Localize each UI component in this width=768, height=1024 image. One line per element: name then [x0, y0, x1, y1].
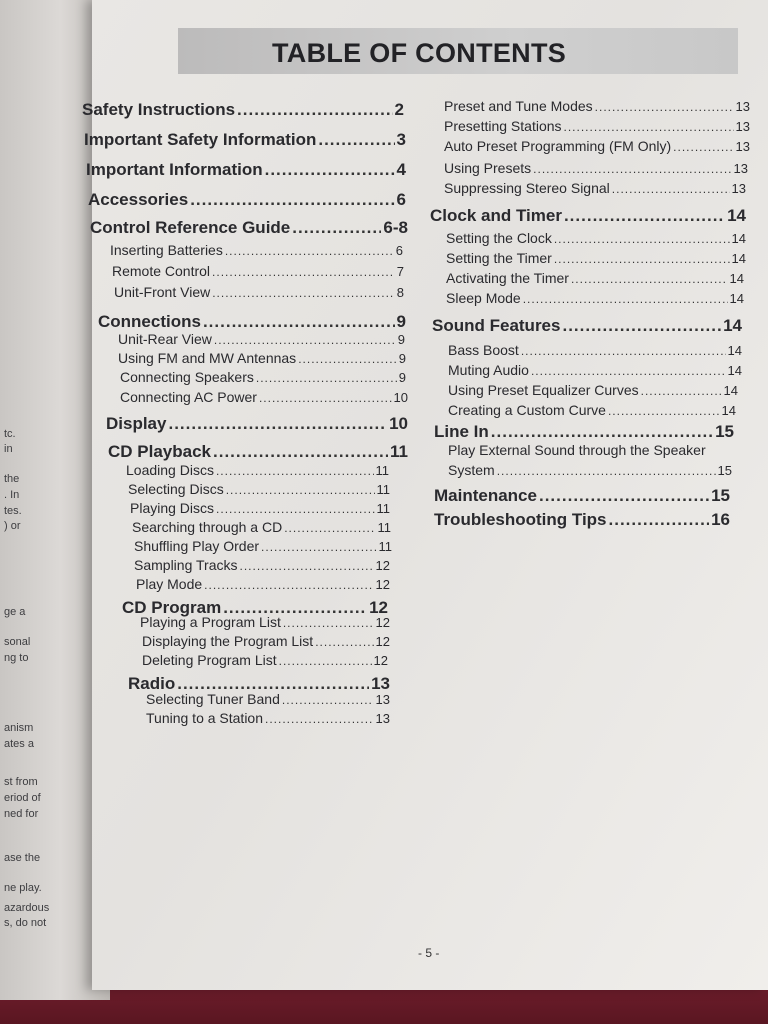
toc-entry-page: 14	[723, 316, 742, 335]
dot-leader	[256, 371, 397, 385]
toc-entry-label: Unit-Rear View	[118, 331, 212, 347]
toc-entry-page: 13	[375, 692, 390, 707]
toc-entry-page: 14	[727, 363, 742, 378]
dot-leader	[212, 265, 395, 279]
toc-subsection-entry	[110, 242, 403, 258]
toc-subsection-entry	[444, 160, 748, 176]
toc-entry-page: 11	[378, 539, 392, 554]
toc-entry-page: 15	[717, 463, 732, 478]
toc-entry-label: Muting Audio	[448, 362, 529, 378]
toc-entry-page: 11	[375, 463, 389, 478]
toc-subsection-entry	[444, 98, 750, 114]
toc-entry-page: 14	[721, 403, 736, 418]
toc-subsection-entry	[146, 691, 390, 707]
toc-entry-label: Playing a Program List	[140, 614, 281, 630]
toc-entry-page: 11	[376, 482, 390, 497]
toc-entry-label: Maintenance	[434, 486, 537, 505]
toc-entry-label: Radio	[128, 674, 176, 693]
toc-subsection-entry	[120, 369, 406, 385]
toc-entry-label: Sound Features	[432, 316, 561, 335]
toc-entry-label: Connecting Speakers	[120, 369, 254, 385]
toc-entry-line: Play External Sound through the Speaker	[448, 442, 706, 458]
toc-entry-label: Activating the Timer	[446, 270, 569, 286]
toc-section-entry	[90, 218, 408, 238]
dot-leader	[212, 286, 395, 300]
previous-page-text-fragment: sonal	[4, 636, 31, 648]
toc-entry-page: 14	[723, 383, 738, 398]
dot-leader	[261, 540, 376, 554]
toc-subsection-entry	[130, 500, 390, 516]
toc-subsection-entry	[448, 342, 742, 358]
dot-leader	[595, 100, 734, 114]
dot-leader	[216, 502, 374, 516]
dot-leader	[283, 616, 374, 630]
toc-entry-label: Safety Instructions	[82, 100, 236, 119]
previous-page-text-fragment: anism	[4, 722, 34, 734]
toc-entry-page: 12	[375, 615, 390, 630]
toc-entry-page: 12	[375, 577, 390, 592]
dot-leader	[237, 100, 392, 120]
toc-entry-page: 8	[396, 285, 404, 300]
dot-leader	[225, 244, 394, 258]
dot-leader	[497, 464, 716, 478]
toc-entry-page: 15	[715, 422, 734, 441]
toc-section-entry	[430, 206, 746, 226]
dot-leader	[265, 712, 374, 726]
toc-entry-page: 13	[735, 139, 750, 154]
toc-subsection-entry	[120, 389, 408, 405]
toc-entry-label: Inserting Batteries	[110, 242, 223, 258]
toc-entry-page: 13	[731, 181, 746, 196]
previous-page-text-fragment: s, do not	[4, 917, 47, 929]
dot-leader	[279, 654, 372, 668]
toc-subsection-entry	[444, 118, 750, 134]
toc-entry-page: 13	[371, 674, 390, 693]
dot-leader	[318, 130, 394, 150]
dot-leader	[216, 464, 374, 478]
toc-subsection-entry	[444, 180, 746, 196]
toc-entry-page: 2	[394, 100, 404, 119]
toc-entry-label: Selecting Tuner Band	[146, 691, 280, 707]
dot-leader	[539, 486, 709, 506]
toc-entry-page: 10	[389, 414, 408, 433]
dot-leader	[564, 120, 734, 134]
previous-page-text-fragment: tes.	[4, 505, 22, 517]
toc-section-entry	[98, 312, 406, 332]
toc-entry-page: 9	[398, 351, 406, 366]
toc-entry-label: Using Presets	[444, 160, 532, 176]
dot-leader	[239, 559, 373, 573]
toc-subsection-entry	[126, 462, 389, 478]
toc-section-entry	[434, 510, 730, 530]
dot-leader	[523, 292, 728, 306]
toc-entry-label: Unit-Front View	[114, 284, 211, 300]
previous-page-text-fragment: ne play.	[4, 882, 42, 894]
toc-entry-label: Presetting Stations	[444, 118, 562, 134]
previous-page-text-fragment: . In	[4, 489, 20, 501]
toc-entry-page: 13	[375, 711, 390, 726]
toc-subsection-entry	[448, 382, 738, 398]
toc-entry-page: 12	[369, 598, 388, 617]
toc-entry-page: 14	[731, 251, 746, 266]
toc-entry-label: Suppressing Stereo Signal	[444, 180, 610, 196]
page-number: - 5 -	[418, 946, 440, 960]
toc-entry-page: 10	[393, 390, 408, 405]
toc-subsection-entry	[112, 263, 404, 279]
toc-entry-label: Selecting Discs	[128, 481, 224, 497]
toc-subsection-entry	[114, 284, 404, 300]
toc-entry-label: Connections	[98, 312, 201, 331]
toc-subsection-entry	[448, 362, 742, 378]
toc-entry-page: 13	[735, 119, 750, 134]
toc-entry-page: 12	[373, 653, 388, 668]
toc-subsection-entry	[118, 331, 405, 347]
toc-entry-page: 14	[727, 343, 742, 358]
previous-page-text-fragment: tc.	[4, 428, 16, 440]
previous-page-text-fragment: ates a	[4, 738, 34, 750]
toc-entry-label: Troubleshooting Tips	[434, 510, 607, 529]
toc-entry-label: Connecting AC Power	[120, 389, 257, 405]
toc-entry-label: Bass Boost	[448, 342, 519, 358]
toc-entry-label: CD Playback	[108, 442, 211, 461]
toc-entry-label: Loading Discs	[126, 462, 214, 478]
toc-entry-label: Using Preset Equalizer Curves	[448, 382, 639, 398]
toc-entry-label: Auto Preset Programming (FM Only)	[444, 138, 672, 154]
toc-subsection-entry	[134, 557, 390, 573]
toc-entry-label: Sampling Tracks	[134, 557, 238, 573]
dot-leader	[282, 693, 374, 707]
toc-entry-page: 12	[375, 634, 390, 649]
toc-entry-label: Preset and Tune Modes	[444, 98, 593, 114]
toc-entry-label: Play Mode	[136, 576, 203, 592]
toc-subsection-entry	[448, 402, 736, 418]
toc-entry-label: Line In	[434, 422, 489, 441]
previous-page-text-fragment: ase the	[4, 852, 41, 864]
toc-entry-label: Creating a Custom Curve	[448, 402, 606, 418]
toc-subsection-entry	[448, 462, 732, 478]
toc-entry-label: Clock and Timer	[430, 206, 562, 225]
toc-entry-page: 11	[377, 520, 391, 535]
toc-subsection-entry	[446, 230, 746, 246]
toc-entry-page: 9	[397, 332, 405, 347]
toc-entry-page: 16	[711, 510, 730, 529]
toc-entry-page: 3	[396, 130, 406, 149]
toc-section-entry	[86, 160, 406, 180]
previous-page-text-fragment: azardous	[4, 902, 50, 914]
dot-leader	[564, 206, 725, 226]
dot-leader	[533, 162, 731, 176]
toc-section-entry	[106, 414, 408, 434]
dot-leader	[571, 272, 728, 286]
dot-leader	[521, 344, 726, 358]
toc-subsection-entry	[444, 138, 750, 154]
previous-page-text-fragment: eriod of	[4, 792, 41, 804]
toc-entry-page: 12	[375, 558, 390, 573]
toc-entry-label: Setting the Timer	[446, 250, 552, 266]
toc-subsection-entry	[446, 290, 744, 306]
toc-entry-label: Shuffling Play Order	[134, 538, 260, 554]
dot-leader	[612, 182, 730, 196]
toc-entry-label: System	[448, 462, 495, 478]
toc-entry-page: 6-8	[383, 218, 408, 237]
toc-subsection-entry	[142, 652, 388, 668]
toc-entry-page: 14	[729, 291, 744, 306]
toc-entry-label: Deleting Program List	[142, 652, 277, 668]
toc-section-entry	[82, 100, 404, 120]
toc-entry-page: 11	[376, 501, 390, 516]
dot-leader	[562, 316, 721, 336]
toc-entry-label: Displaying the Program List	[142, 633, 314, 649]
previous-page-text-fragment: ge a	[4, 606, 26, 618]
dot-leader	[214, 333, 396, 347]
dot-leader	[203, 312, 395, 332]
toc-entry-page: 9	[396, 312, 406, 331]
dot-leader	[673, 140, 733, 154]
previous-page-text-fragment: ned for	[4, 808, 39, 820]
toc-subsection-entry	[132, 519, 391, 535]
toc-entry-page: 6	[395, 243, 403, 258]
dot-leader	[554, 252, 730, 266]
toc-section-entry	[434, 422, 734, 442]
toc-entry-label: Display	[106, 414, 167, 433]
dot-leader	[259, 391, 392, 405]
toc-entry-page: 14	[727, 206, 746, 225]
dot-leader	[315, 635, 373, 649]
toc-entry-label: Important Information	[86, 160, 263, 179]
toc-entry-page: 6	[396, 190, 406, 209]
dot-leader	[609, 510, 710, 530]
toc-entry-page: 15	[711, 486, 730, 505]
dot-leader	[284, 521, 375, 535]
dot-leader	[190, 190, 394, 210]
toc-subsection-entry	[142, 633, 390, 649]
toc-entry-label: Important Safety Information	[84, 130, 317, 149]
dot-leader	[298, 352, 397, 366]
dot-leader	[168, 414, 387, 434]
toc-subsection-entry	[446, 270, 744, 286]
toc-entry-label: Searching through a CD	[132, 519, 283, 535]
toc-entry-page: 13	[735, 99, 750, 114]
toc-entry-label: Sleep Mode	[446, 290, 521, 306]
dot-leader	[608, 404, 720, 418]
toc-entry-page: 11	[390, 442, 408, 461]
dot-leader	[491, 422, 713, 442]
previous-page-text-fragment: ng to	[4, 652, 29, 664]
toc-entry-label: Setting the Clock	[446, 230, 552, 246]
dot-leader	[226, 483, 375, 497]
dot-leader	[554, 232, 730, 246]
toc-subsection-entry	[136, 576, 390, 592]
toc-section-entry	[432, 316, 742, 336]
toc-entry-label: CD Program	[122, 598, 222, 617]
dot-leader	[265, 160, 395, 180]
toc-entry-label: Tuning to a Station	[146, 710, 264, 726]
previous-page-text-fragment: ) or	[4, 520, 21, 532]
page-title: TABLE OF CONTENTS	[272, 38, 567, 68]
toc-subsection-entry	[128, 481, 390, 497]
toc-subsection-entry	[140, 614, 390, 630]
dot-leader	[213, 442, 388, 462]
toc-subsection-entry	[134, 538, 392, 554]
toc-subsection-entry	[146, 710, 390, 726]
toc-subsection-entry	[118, 350, 406, 366]
toc-entry-label: Using FM and MW Antennas	[118, 350, 297, 366]
previous-page-text-fragment: st from	[4, 776, 38, 788]
dot-leader	[292, 218, 381, 238]
toc-entry-label: Remote Control	[112, 263, 211, 279]
toc-entry-label: Control Reference Guide	[90, 218, 291, 237]
dot-leader	[204, 578, 373, 592]
toc-section-entry	[108, 442, 408, 462]
toc-entry-page: 14	[731, 231, 746, 246]
toc-entry-page: 14	[729, 271, 744, 286]
previous-page-text-fragment: in	[4, 443, 13, 455]
toc-entry-label: Playing Discs	[130, 500, 215, 516]
toc-subsection-entry	[446, 250, 746, 266]
toc-section-entry	[434, 486, 730, 506]
toc-entry-page: 4	[396, 160, 406, 179]
previous-page-text-fragment: the	[4, 473, 20, 485]
toc-entry-label: Accessories	[88, 190, 189, 209]
toc-section-entry	[84, 130, 406, 150]
dot-leader	[531, 364, 726, 378]
dot-leader	[641, 384, 722, 398]
toc-entry-page: 7	[396, 264, 404, 279]
toc-section-entry	[88, 190, 406, 210]
toc-entry-page: 13	[733, 161, 748, 176]
toc-entry-page: 9	[398, 370, 406, 385]
